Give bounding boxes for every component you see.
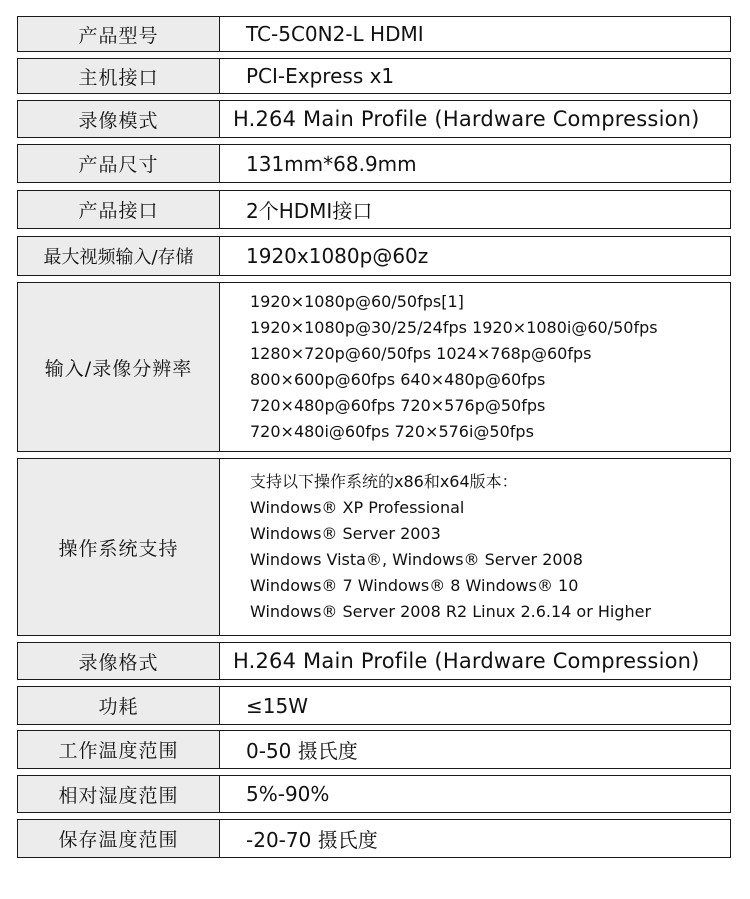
- spec-row-record-format: [17, 642, 731, 680]
- spec-row-humidity: [17, 775, 731, 813]
- spec-row-power: [17, 686, 731, 725]
- spec-row-os-support: [17, 458, 731, 636]
- os-line: 支持以下操作系统的x86和x64版本：: [250, 472, 518, 491]
- spec-row-max-input: [17, 236, 731, 276]
- spec-label: 相对湿度范围: [18, 776, 220, 812]
- resolution-line: 720×480i@60fps 720×576i@50fps: [250, 422, 534, 441]
- spec-row-storage-temp: [17, 819, 731, 858]
- spec-row-ports: [17, 190, 731, 229]
- os-line: Windows® 7 Windows® 8 Windows® 10: [250, 576, 579, 595]
- os-line: Windows® Server 2008 R2 Linux 2.6.14 or Higher: [250, 602, 652, 621]
- spec-label: 主机接口: [18, 59, 220, 93]
- spec-value: H.264 Main Profile (Hardware Compression): [233, 649, 700, 673]
- spec-row-operating-temp: [17, 730, 731, 769]
- resolution-line: 1920×1080p@60/50fps[1]: [250, 292, 464, 311]
- os-line: Windows® Server 2003: [250, 524, 441, 543]
- spec-label: 功耗: [18, 687, 220, 724]
- spec-row-record-mode: [17, 100, 731, 138]
- spec-value: H.264 Main Profile (Hardware Compression): [233, 107, 700, 131]
- spec-row-dimensions: [17, 144, 731, 183]
- os-line: Windows Vista®, Windows® Server 2008: [250, 550, 583, 569]
- spec-label: 最大视频输入/存储: [18, 237, 220, 275]
- spec-value: 131mm*68.9mm: [246, 151, 417, 176]
- spec-label: 录像格式: [18, 643, 220, 679]
- spec-row-resolutions: [17, 282, 731, 452]
- spec-label: 输入/录像分辨率: [18, 283, 220, 451]
- spec-value: 5%-90%: [246, 782, 330, 806]
- spec-label: 产品接口: [18, 191, 220, 228]
- resolution-line: 1920×1080p@30/25/24fps 1920×1080i@60/50fps: [250, 318, 658, 337]
- spec-label: 保存温度范围: [18, 820, 220, 857]
- spec-row-host-interface: [17, 58, 731, 94]
- spec-label: 操作系统支持: [18, 459, 220, 635]
- spec-value: TC-5C0N2-L HDMI: [246, 22, 424, 46]
- spec-value-lines: [220, 459, 730, 635]
- resolution-line: 800×600p@60fps 640×480p@60fps: [250, 370, 546, 389]
- spec-value: 0-50 摄氏度: [246, 739, 358, 763]
- spec-row-model: [17, 16, 731, 52]
- spec-value-lines: [220, 283, 730, 451]
- resolution-line: 1280×720p@60/50fps 1024×768p@60fps: [250, 344, 592, 363]
- spec-value: 2个HDMI接口: [246, 199, 373, 223]
- resolution-line: 720×480p@60fps 720×576p@50fps: [250, 396, 546, 415]
- spec-label: 工作温度范围: [18, 731, 220, 768]
- spec-value: ≤15W: [246, 693, 308, 718]
- spec-label: 产品型号: [18, 17, 220, 51]
- spec-value: -20-70 摄氏度: [246, 828, 378, 852]
- spec-label: 产品尺寸: [18, 145, 220, 182]
- spec-label: 录像模式: [18, 101, 220, 137]
- spec-value: PCI-Express x1: [246, 64, 395, 88]
- spec-value: 1920x1080p@60z: [246, 244, 429, 268]
- os-line: Windows® XP Professional: [250, 498, 465, 517]
